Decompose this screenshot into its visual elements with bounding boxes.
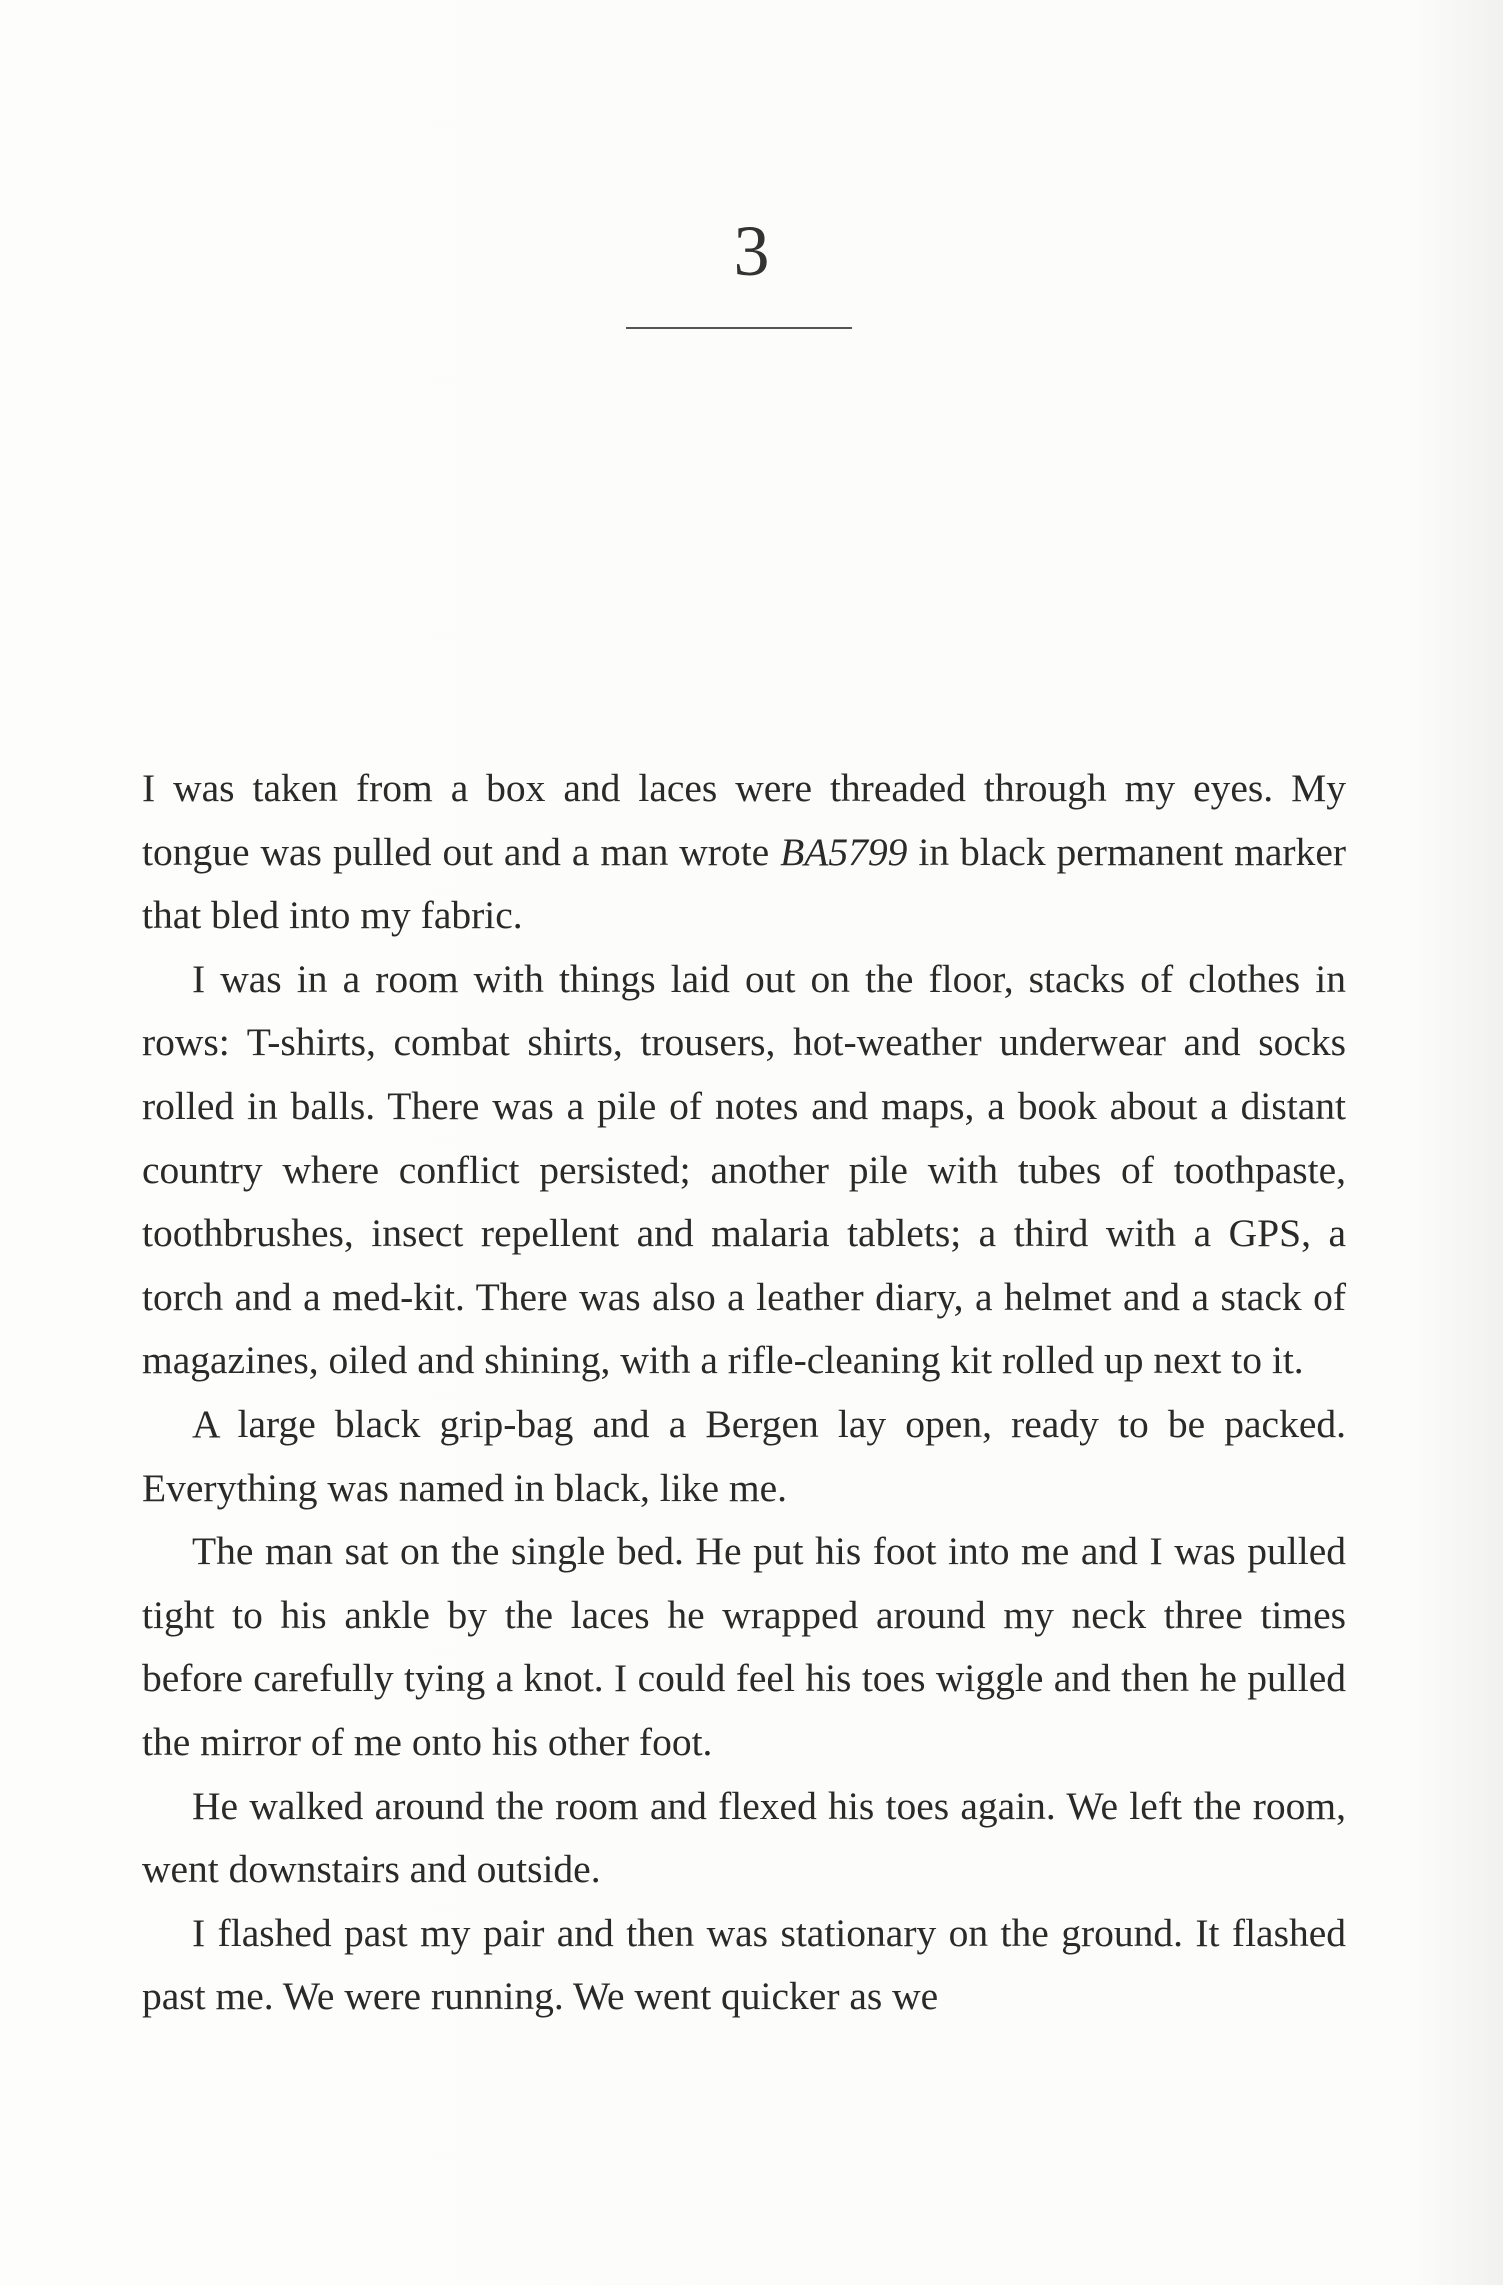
paragraph-6: I flashed past my pair and then was stationary on the ground. It flashed past me. We were running. We went quicker as we	[142, 1910, 1346, 2019]
paragraph-1	[142, 757, 1346, 948]
paragraph-3: A large black grip-bag and a Bergen lay open, ready to be packed. Everything was named in black, like me.	[142, 1401, 1346, 1510]
paragraph-1-text-after: in black permanent marker that bled into my fabric.	[142, 829, 1346, 938]
chapter-number: 3	[733, 211, 770, 291]
chapter-rule	[626, 327, 852, 329]
chapter-body	[142, 757, 1346, 2029]
paragraph-4: The man sat on the single bed. He put his foot into me and I was pulled tight to his ankle by the laces he wrapped around my neck three times before carefully tying a knot. I could feel his toes wiggle and then he pulled the mirror of me onto his other foot.	[142, 1529, 1346, 1764]
paragraph-1-text-before: I was taken from a box and laces were threaded through my eyes. My tongue was pulled out and a man wrote	[142, 766, 1346, 874]
paragraph-5: He walked around the room and flexed his toes again. We left the room, went downstairs and outside.	[142, 1783, 1346, 1892]
paragraph-1-italic-code: BA5799	[780, 829, 908, 874]
paragraph-2: I was in a room with things laid out on the floor, stacks of clothes in rows: T-shirts, combat shirts, trousers, hot-weather underwear and socks rolled in balls. There was a pile of notes and maps, a book about a distant country where conflict persisted; another pile with tubes of toothpaste, toothbrushes, insect repellent and malaria tablets; a third with a GPS, a torch and a med-kit. There was also a leather diary, a helmet and a stack of magazines, oiled and shining, with a rifle-cleaning kit rolled up next to it.	[142, 956, 1346, 1383]
